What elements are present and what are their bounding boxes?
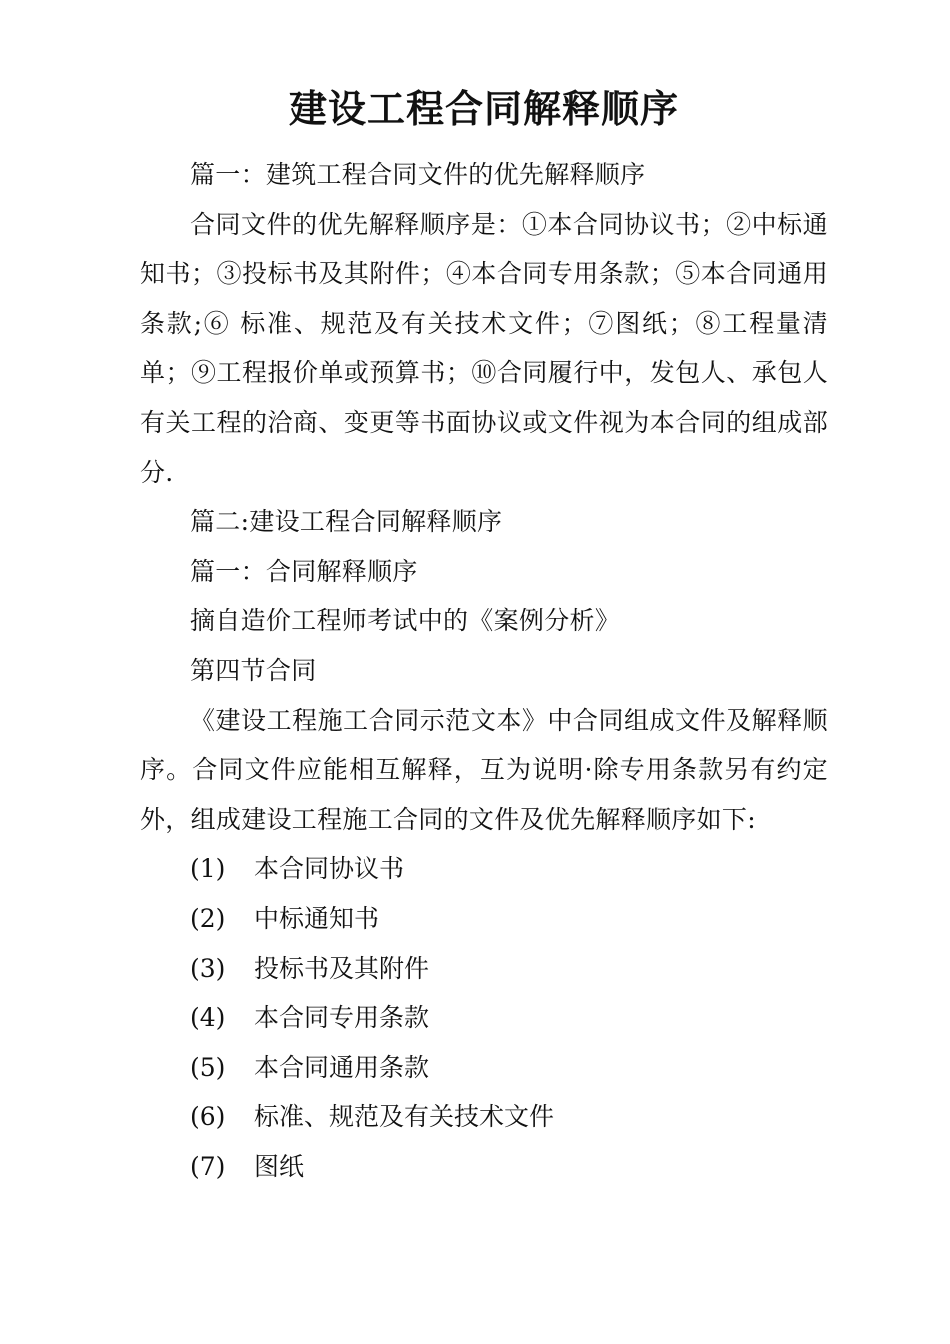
list-item-text: 中标通知书: [254, 903, 380, 933]
list-item-text: 标准、规范及有关技术文件: [254, 1102, 555, 1132]
list-item: [140, 993, 828, 1043]
list-item: [140, 1043, 828, 1093]
list-item: [140, 1142, 828, 1192]
paragraph-priority-order: 合同文件的优先解释顺序是：①本合同协议书；②中标通知书；③投标书及其附件；④本合同专用条款；⑤本合同通用条款;⑥ 标准、规范及有关技术文件；⑦图纸；⑧工程量清单；⑨工程报价单或预算书；⑩合同履行中，发包人、承包人有关工程的洽商、变更等书面协议或文件视为本合同的组成部分.: [140, 209, 828, 487]
document-page: [140, 78, 828, 1191]
contract-document-list: [140, 844, 828, 1191]
paragraph-source-note: 摘自造价工程师考试中的《案例分析》: [190, 606, 621, 636]
list-item-number: (7): [190, 1151, 226, 1181]
list-item-number: (1): [190, 854, 226, 884]
list-item-text: 本合同通用条款: [254, 1052, 430, 1082]
list-item: [140, 894, 828, 944]
document-body: [140, 150, 828, 1191]
list-item-number: (6): [190, 1102, 226, 1132]
list-item-text: 本合同专用条款: [254, 1003, 430, 1033]
paragraph-section-heading: 第四节合同: [190, 655, 317, 685]
paragraph-article-one-heading: 篇一：建筑工程合同文件的优先解释顺序: [190, 160, 646, 189]
document-title: 建设工程合同解释顺序: [288, 86, 679, 131]
list-item: [140, 1092, 828, 1142]
list-item-number: (2): [190, 903, 226, 933]
paragraph-model-text-intro: 《建设工程施工合同示范文本》中合同组成文件及解释顺序。合同文件应能相互解释，互为说明·除专用条款另有约定外，组成建设工程施工合同的文件及优先解释顺序如下:: [140, 705, 828, 834]
list-item-text: 图纸: [254, 1151, 305, 1181]
paragraph-article-two-heading: 篇二:建设工程合同解释顺序: [190, 507, 503, 537]
list-item-number: (3): [190, 953, 226, 983]
paragraph-sub-heading: 篇一：合同解释顺序: [190, 556, 418, 586]
list-item: [140, 944, 828, 994]
list-item-number: (4): [190, 1003, 226, 1033]
list-item-text: 本合同协议书: [254, 854, 405, 884]
list-item-text: 投标书及其附件: [254, 953, 430, 983]
list-item: [140, 844, 828, 894]
list-item-number: (5): [190, 1052, 226, 1082]
